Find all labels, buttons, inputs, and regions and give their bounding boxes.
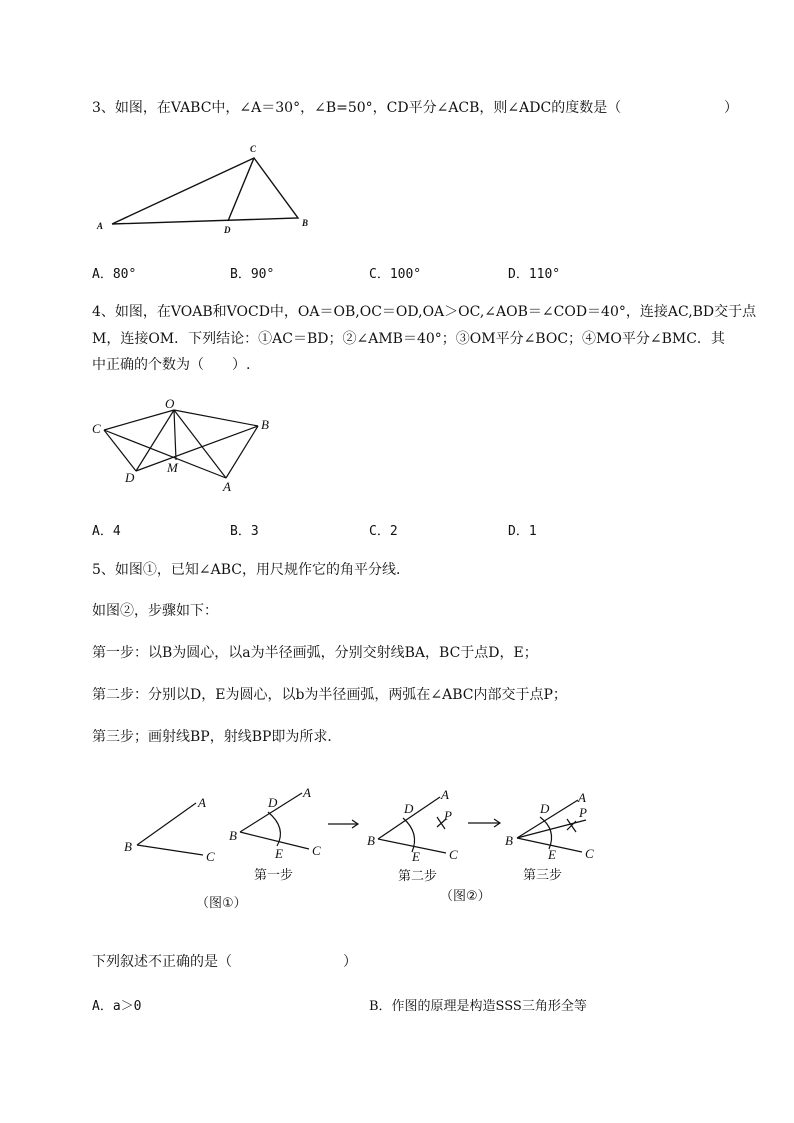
caption-step2: 第二步 bbox=[398, 869, 438, 884]
q3-text bbox=[92, 98, 621, 118]
q3-label-d: D bbox=[224, 225, 231, 235]
step3-label-a: A bbox=[578, 790, 586, 805]
q5-step2: 第二步：分别以D，E为圆心，以b为半径画弧，两弧在∠ABC内部交于点P； bbox=[92, 687, 567, 703]
step3-label-e: E bbox=[548, 847, 556, 862]
step1-label-c: C bbox=[312, 843, 321, 858]
q4-option-b: B．3 bbox=[230, 524, 259, 539]
fig1-label-b: B bbox=[124, 839, 132, 854]
q4-line2: M，连接OM．下列结论：①AC＝BD；②∠AMB＝40°；③OM平分∠BOC；④MO平分∠BMC．其 bbox=[92, 331, 725, 347]
q3-close-paren: ） bbox=[724, 100, 738, 116]
step2-label-a: A bbox=[441, 787, 449, 802]
step1-label-e: E bbox=[275, 846, 283, 861]
q5-option-a: A．a＞0 bbox=[92, 999, 142, 1014]
step1-label-b: B bbox=[229, 828, 237, 843]
triangle-abc bbox=[112, 158, 298, 224]
caption-step3: 第三步 bbox=[523, 868, 563, 883]
q4-line1: 4、如图，在VOAB和VOCD中，OA＝OB,OC＝OD,OA＞OC,∠AOB＝∠COD＝40°，连接AC,BD交于点 bbox=[92, 304, 757, 320]
step1-label-d: D bbox=[268, 795, 278, 810]
step3-label-b: B bbox=[505, 833, 513, 848]
q3-option-b: B．90° bbox=[230, 267, 275, 282]
caption-fig2: （图②） bbox=[440, 889, 491, 904]
q4-label-m: M bbox=[167, 460, 178, 475]
q4-label-c: C bbox=[92, 421, 101, 436]
caption-step1: 第一步 bbox=[254, 868, 294, 883]
q5-option-b: B．作图的原理是构造SSS三角形全等 bbox=[369, 999, 587, 1014]
q4-line3: 中正确的个数为（ ）. bbox=[92, 357, 251, 373]
q4-option-d: D．1 bbox=[508, 524, 537, 539]
fig1-label-c: C bbox=[206, 849, 215, 864]
step2-label-c: C bbox=[449, 847, 458, 862]
q5-line2: 如图②，步骤如下： bbox=[92, 603, 218, 619]
step2-label-p: P bbox=[444, 808, 452, 823]
step2-label-e: E bbox=[412, 849, 420, 864]
q5-step1: 第一步：以B为圆心，以a为半径画弧，分别交射线BA，BC于点D，E； bbox=[92, 645, 538, 661]
q3-stem: 3、如图，在V​ABC中，∠A＝30°，∠B=50°，CD平分∠ACB，则∠ADC的度数是（ bbox=[92, 100, 622, 116]
q4-label-b: B bbox=[261, 417, 269, 432]
step3-label-c: C bbox=[585, 846, 594, 861]
q3-option-d: D．110° bbox=[508, 267, 561, 282]
segment-cd bbox=[228, 158, 254, 221]
q3-label-c: C bbox=[250, 144, 257, 154]
step2-label-b: B bbox=[367, 833, 375, 848]
fig1-label-a: A bbox=[198, 795, 206, 810]
q3-label-a: A bbox=[97, 221, 104, 231]
q4-label-a: A bbox=[223, 479, 231, 494]
q5-step3: 第三步；画射线BP，射线BP即为所求． bbox=[92, 729, 342, 745]
q5-question: 下列叙述不正确的是（ bbox=[92, 954, 232, 970]
q5-line1: 5、如图①，已知∠ABC，用尺规作它的角平分线． bbox=[92, 562, 411, 578]
step3-label-p: P bbox=[579, 805, 587, 820]
q5-close-paren: ） bbox=[343, 954, 357, 970]
step1-label-a: A bbox=[303, 785, 311, 800]
q4-option-c: C．2 bbox=[369, 524, 398, 539]
q3-option-c: C．100° bbox=[369, 267, 422, 282]
q4-label-d: D bbox=[125, 470, 135, 485]
q3-option-a: A．80° bbox=[92, 267, 137, 282]
step3-label-d: D bbox=[540, 801, 550, 816]
q4-label-o: O bbox=[165, 396, 175, 411]
caption-fig1: （图①） bbox=[196, 896, 247, 911]
q4-option-a: A．4 bbox=[92, 524, 121, 539]
q3-label-b: B bbox=[302, 218, 309, 228]
step2-label-d: D bbox=[404, 801, 414, 816]
